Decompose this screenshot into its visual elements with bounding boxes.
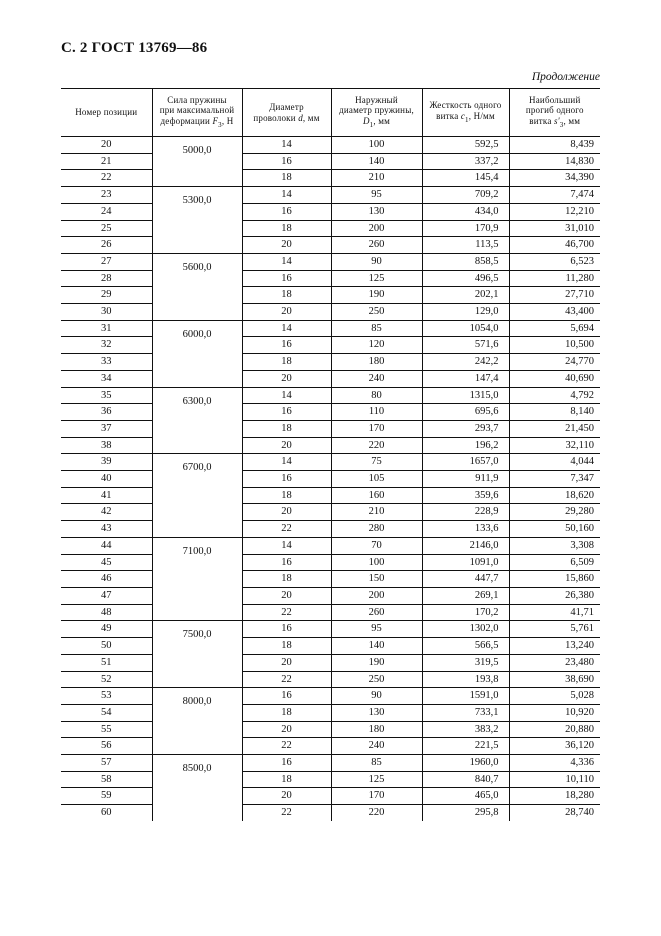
cell-outer-diameter: 260 [331,237,422,254]
cell-stiffness: 193,8 [422,671,509,688]
header-force-symbol: F [212,115,219,126]
cell-position: 33 [61,354,152,371]
cell-deflection: 43,400 [509,304,600,321]
header-stiff-symbol: c [460,110,466,121]
cell-wire-diameter: 18 [242,220,331,237]
cell-outer-diameter: 100 [331,554,422,571]
table-row [61,337,600,354]
table-row [61,153,600,170]
cell-stiffness: 434,0 [422,203,509,220]
cell-stiffness: 695,6 [422,404,509,421]
cell-deflection: 4,336 [509,755,600,772]
cell-stiffness: 295,8 [422,805,509,821]
cell-deflection: 31,010 [509,220,600,237]
header-force [152,89,242,137]
cell-force: 6300,0 [152,387,242,454]
cell-force: 8500,0 [152,755,242,821]
table-row [61,420,600,437]
cell-outer-diameter: 240 [331,370,422,387]
cell-position: 35 [61,387,152,404]
cell-outer-diameter: 220 [331,805,422,821]
cell-position: 36 [61,404,152,421]
cell-deflection: 50,160 [509,521,600,538]
cell-position: 50 [61,638,152,655]
table-row [61,387,600,404]
cell-wire-diameter: 18 [242,487,331,504]
table-row [61,805,600,821]
table-row [61,571,600,588]
cell-stiffness: 129,0 [422,304,509,321]
cell-wire-diameter: 14 [242,137,331,154]
cell-position: 32 [61,337,152,354]
header-wire-symbol: d [298,112,303,123]
cell-stiffness: 1657,0 [422,454,509,471]
header-force-subscript: 3 [218,120,222,129]
cell-position: 52 [61,671,152,688]
cell-wire-diameter: 22 [242,805,331,821]
cell-deflection: 8,140 [509,404,600,421]
cell-wire-diameter: 16 [242,471,331,488]
table-row [61,454,600,471]
header-stiff-line1: Жесткость одного [429,100,502,111]
cell-outer-diameter: 180 [331,721,422,738]
cell-outer-diameter: 110 [331,404,422,421]
header-defl-line1: Наибольший [529,94,581,105]
cell-wire-diameter: 14 [242,187,331,204]
cell-deflection: 12,210 [509,203,600,220]
cell-wire-diameter: 18 [242,571,331,588]
cell-wire-diameter: 18 [242,354,331,371]
table-row [61,771,600,788]
cell-position: 45 [61,554,152,571]
cell-stiffness: 1960,0 [422,755,509,772]
cell-wire-diameter: 16 [242,270,331,287]
cell-outer-diameter: 280 [331,521,422,538]
header-defl-line2: прогиб одного [525,105,584,116]
cell-position: 20 [61,137,152,154]
cell-position: 60 [101,807,112,819]
cell-wire-diameter: 20 [242,304,331,321]
cell-wire-diameter: 20 [242,437,331,454]
cell-wire-diameter: 20 [242,721,331,738]
cell-wire-diameter: 16 [242,755,331,772]
cell-position: 26 [61,237,152,254]
cell-deflection: 15,860 [509,571,600,588]
cell-wire-diameter: 16 [242,554,331,571]
cell-position: 58 [61,771,152,788]
header-defl-symbol: s' [553,115,560,126]
cell-wire-diameter: 22 [242,604,331,621]
cell-deflection: 27,710 [509,287,600,304]
cell-position: 59 [61,788,152,805]
page-header: С. 2 ГОСТ 13769—86 [61,40,208,56]
cell-outer-diameter: 130 [331,203,422,220]
cell-deflection: 28,740 [509,805,600,821]
cell-deflection: 18,280 [509,788,600,805]
cell-wire-diameter: 18 [242,704,331,721]
cell-position: 48 [61,604,152,621]
cell-outer-diameter: 120 [331,337,422,354]
header-outer-line2: диаметр пружины, [339,105,414,116]
table-row [61,738,600,755]
cell-stiffness: 2146,0 [422,537,509,554]
table-row [61,704,600,721]
cell-outer-diameter: 220 [331,437,422,454]
cell-stiffness: 221,5 [422,738,509,755]
header-stiff-line2: витка [436,110,459,121]
cell-stiffness: 147,4 [422,370,509,387]
cell-force: 5000,0 [152,137,242,187]
cell-force: 7100,0 [152,537,242,621]
header-wire-unit: , мм [302,112,320,123]
table-row [61,220,600,237]
cell-outer-diameter: 210 [331,504,422,521]
cell-position: 31 [61,320,152,337]
table-row [61,554,600,571]
cell-deflection: 21,450 [509,420,600,437]
cell-wire-diameter: 14 [242,537,331,554]
cell-deflection: 5,028 [509,688,600,705]
cell-deflection: 20,880 [509,721,600,738]
cell-position: 41 [61,487,152,504]
header-outer-diameter [331,89,422,137]
header-deflection [509,89,600,137]
table-row [61,320,600,337]
cell-stiffness: 1302,0 [422,621,509,638]
cell-wire-diameter: 20 [242,370,331,387]
cell-stiffness: 592,5 [422,137,509,154]
cell-position: 34 [61,370,152,387]
cell-position: 47 [61,587,152,604]
cell-position: 25 [61,220,152,237]
cell-outer-diameter: 140 [331,153,422,170]
table-row [61,721,600,738]
cell-wire-diameter: 20 [242,237,331,254]
cell-deflection: 3,308 [509,537,600,554]
cell-position: 39 [61,454,152,471]
table-row [61,504,600,521]
cell-stiffness: 1091,0 [422,554,509,571]
table-row [61,137,600,154]
table-row [61,587,600,604]
table-row [61,304,600,321]
cell-outer-diameter: 80 [331,387,422,404]
header-stiff-subscript: 1 [465,115,469,124]
cell-stiffness: 319,5 [422,654,509,671]
cell-stiffness: 447,7 [422,571,509,588]
cell-wire-diameter: 18 [242,420,331,437]
cell-wire-diameter: 22 [242,738,331,755]
cell-deflection: 13,240 [509,638,600,655]
cell-outer-diameter: 125 [331,270,422,287]
cell-position: 54 [61,704,152,721]
table-row [61,621,600,638]
cell-wire-diameter: 16 [242,688,331,705]
cell-deflection: 40,690 [509,370,600,387]
cell-deflection: 26,380 [509,587,600,604]
cell-deflection: 36,120 [509,738,600,755]
cell-outer-diameter: 150 [331,571,422,588]
header-outer-symbol: D [362,115,370,126]
table-row [61,437,600,454]
cell-stiffness: 709,2 [422,187,509,204]
cell-position: 30 [61,304,152,321]
cell-outer-diameter: 90 [331,688,422,705]
spring-parameters-table [61,88,600,821]
cell-wire-diameter: 16 [242,203,331,220]
cell-position: 22 [61,170,152,187]
cell-deflection: 6,509 [509,554,600,571]
cell-outer-diameter: 140 [331,638,422,655]
cell-outer-diameter: 170 [331,420,422,437]
cell-force: 5300,0 [152,187,242,254]
cell-wire-diameter: 22 [242,671,331,688]
header-outer-line1: Наружный [355,94,398,105]
cell-position: 28 [61,270,152,287]
cell-outer-diameter: 85 [331,320,422,337]
cell-position: 40 [61,471,152,488]
cell-force: 6700,0 [152,454,242,538]
table-row [61,654,600,671]
cell-position: 43 [61,521,152,538]
table-row [61,170,600,187]
cell-position: 42 [61,504,152,521]
cell-stiffness: 733,1 [422,704,509,721]
table-row [61,203,600,220]
table-row [61,604,600,621]
cell-outer-diameter: 95 [331,621,422,638]
cell-force: 8000,0 [152,688,242,755]
cell-wire-diameter: 20 [242,788,331,805]
header-defl-unit: , мм [563,115,581,126]
cell-stiffness: 840,7 [422,771,509,788]
cell-wire-diameter: 20 [242,587,331,604]
cell-wire-diameter: 16 [242,621,331,638]
cell-position: 57 [61,755,152,772]
cell-stiffness: 566,5 [422,638,509,655]
header-wire-line2: проволоки [253,112,296,123]
table-row [61,471,600,488]
cell-position: 53 [61,688,152,705]
header-force-line3: деформации [160,115,210,126]
cell-force: 6000,0 [152,320,242,387]
cell-deflection: 7,347 [509,471,600,488]
cell-force: 5600,0 [152,253,242,320]
cell-stiffness: 170,2 [422,604,509,621]
cell-deflection: 6,523 [509,253,600,270]
cell-deflection: 5,761 [509,621,600,638]
table-row [61,537,600,554]
cell-outer-diameter: 260 [331,604,422,621]
cell-outer-diameter: 250 [331,304,422,321]
cell-stiffness: 1591,0 [422,688,509,705]
cell-wire-diameter: 20 [242,504,331,521]
table-row [61,671,600,688]
header-outer-subscript: 1 [369,120,374,129]
cell-outer-diameter: 160 [331,487,422,504]
cell-deflection: 29,280 [509,504,600,521]
cell-deflection: 32,110 [509,437,600,454]
cell-outer-diameter: 75 [331,454,422,471]
table-row [61,354,600,371]
cell-deflection: 18,620 [509,487,600,504]
cell-deflection: 38,690 [509,671,600,688]
cell-wire-diameter: 16 [242,337,331,354]
table-row [61,270,600,287]
cell-deflection: 34,390 [509,170,600,187]
cell-outer-diameter: 130 [331,704,422,721]
cell-position: 38 [61,437,152,454]
header-defl-line3: витка [529,115,552,126]
cell-deflection: 4,044 [509,454,600,471]
cell-outer-diameter: 250 [331,671,422,688]
cell-position: 55 [61,721,152,738]
table-row [61,404,600,421]
cell-outer-diameter: 200 [331,587,422,604]
cell-position: 27 [61,253,152,270]
cell-wire-diameter: 20 [242,654,331,671]
cell-deflection: 14,830 [509,153,600,170]
cell-stiffness: 145,4 [422,170,509,187]
cell-position: 51 [61,654,152,671]
cell-outer-diameter: 170 [331,788,422,805]
header-wire-diameter [242,89,331,137]
continuation-label: Продолжение [531,71,600,83]
header-stiff-unit: , Н/мм [468,110,495,121]
cell-stiffness: 496,5 [422,270,509,287]
cell-wire-diameter: 14 [242,320,331,337]
cell-position: 44 [61,537,152,554]
cell-outer-diameter: 85 [331,755,422,772]
table-row [61,253,600,270]
cell-outer-diameter: 125 [331,771,422,788]
cell-wire-diameter: 14 [242,387,331,404]
cell-wire-diameter: 18 [242,771,331,788]
cell-outer-diameter: 210 [331,170,422,187]
cell-position: 21 [61,153,152,170]
cell-stiffness: 1054,0 [422,320,509,337]
cell-position: 46 [61,571,152,588]
cell-stiffness: 202,1 [422,287,509,304]
table-header-row [61,89,600,137]
table-row [61,755,600,772]
cell-deflection: 46,700 [509,237,600,254]
cell-wire-diameter: 22 [242,521,331,538]
cell-stiffness: 196,2 [422,437,509,454]
cell-deflection: 11,280 [509,270,600,287]
cell-stiffness: 170,9 [422,220,509,237]
cell-outer-diameter: 100 [331,137,422,154]
cell-deflection: 10,110 [509,771,600,788]
cell-stiffness: 113,5 [422,237,509,254]
header-force-line2: при максимальной [159,105,235,116]
cell-wire-diameter: 16 [242,404,331,421]
cell-deflection: 4,792 [509,387,600,404]
cell-outer-diameter: 190 [331,654,422,671]
cell-force: 7500,0 [152,621,242,688]
header-outer-unit: , мм [373,115,391,126]
table-row [61,237,600,254]
cell-deflection: 10,920 [509,704,600,721]
cell-deflection: 10,500 [509,337,600,354]
header-force-unit: , Н [221,115,234,126]
header-defl-subscript: 3 [559,120,564,129]
table-row [61,370,600,387]
table-body [61,137,600,821]
cell-position: 29 [61,287,152,304]
cell-stiffness: 911,9 [422,471,509,488]
header-force-line1: Сила пружины [167,94,227,105]
cell-outer-diameter: 90 [331,253,422,270]
cell-deflection: 41,71 [509,604,600,621]
cell-stiffness: 359,6 [422,487,509,504]
cell-stiffness: 858,5 [422,253,509,270]
cell-stiffness: 293,7 [422,420,509,437]
table-row [61,487,600,504]
table-row [61,521,600,538]
cell-stiffness: 242,2 [422,354,509,371]
cell-stiffness: 269,1 [422,587,509,604]
header-stiffness [422,89,509,137]
cell-stiffness: 383,2 [422,721,509,738]
table-row [61,788,600,805]
table-row [61,187,600,204]
cell-outer-diameter: 180 [331,354,422,371]
cell-stiffness: 1315,0 [422,387,509,404]
cell-wire-diameter: 18 [242,287,331,304]
header-position [61,89,152,137]
cell-outer-diameter: 190 [331,287,422,304]
cell-stiffness: 465,0 [422,788,509,805]
cell-position: 23 [61,187,152,204]
cell-stiffness: 228,9 [422,504,509,521]
table-row [61,638,600,655]
cell-wire-diameter: 18 [242,170,331,187]
cell-wire-diameter: 18 [242,638,331,655]
cell-deflection: 5,694 [509,320,600,337]
cell-deflection: 8,439 [509,137,600,154]
header-wire-line1: Диаметр [269,102,304,112]
cell-position: 49 [61,621,152,638]
cell-outer-diameter: 240 [331,738,422,755]
cell-outer-diameter: 105 [331,471,422,488]
cell-position: 24 [61,203,152,220]
cell-stiffness: 571,6 [422,337,509,354]
cell-wire-diameter: 14 [242,454,331,471]
table-row [61,287,600,304]
cell-deflection: 24,770 [509,354,600,371]
cell-deflection: 23,480 [509,654,600,671]
cell-outer-diameter: 95 [331,187,422,204]
cell-outer-diameter: 70 [331,537,422,554]
header-position-text: Номер позиции [75,107,138,118]
cell-wire-diameter: 16 [242,153,331,170]
cell-stiffness: 133,6 [422,521,509,538]
table-row [61,688,600,705]
cell-deflection: 7,474 [509,187,600,204]
cell-stiffness: 337,2 [422,153,509,170]
cell-outer-diameter: 200 [331,220,422,237]
cell-position: 37 [61,420,152,437]
cell-position: 56 [61,738,152,755]
cell-wire-diameter: 14 [242,253,331,270]
